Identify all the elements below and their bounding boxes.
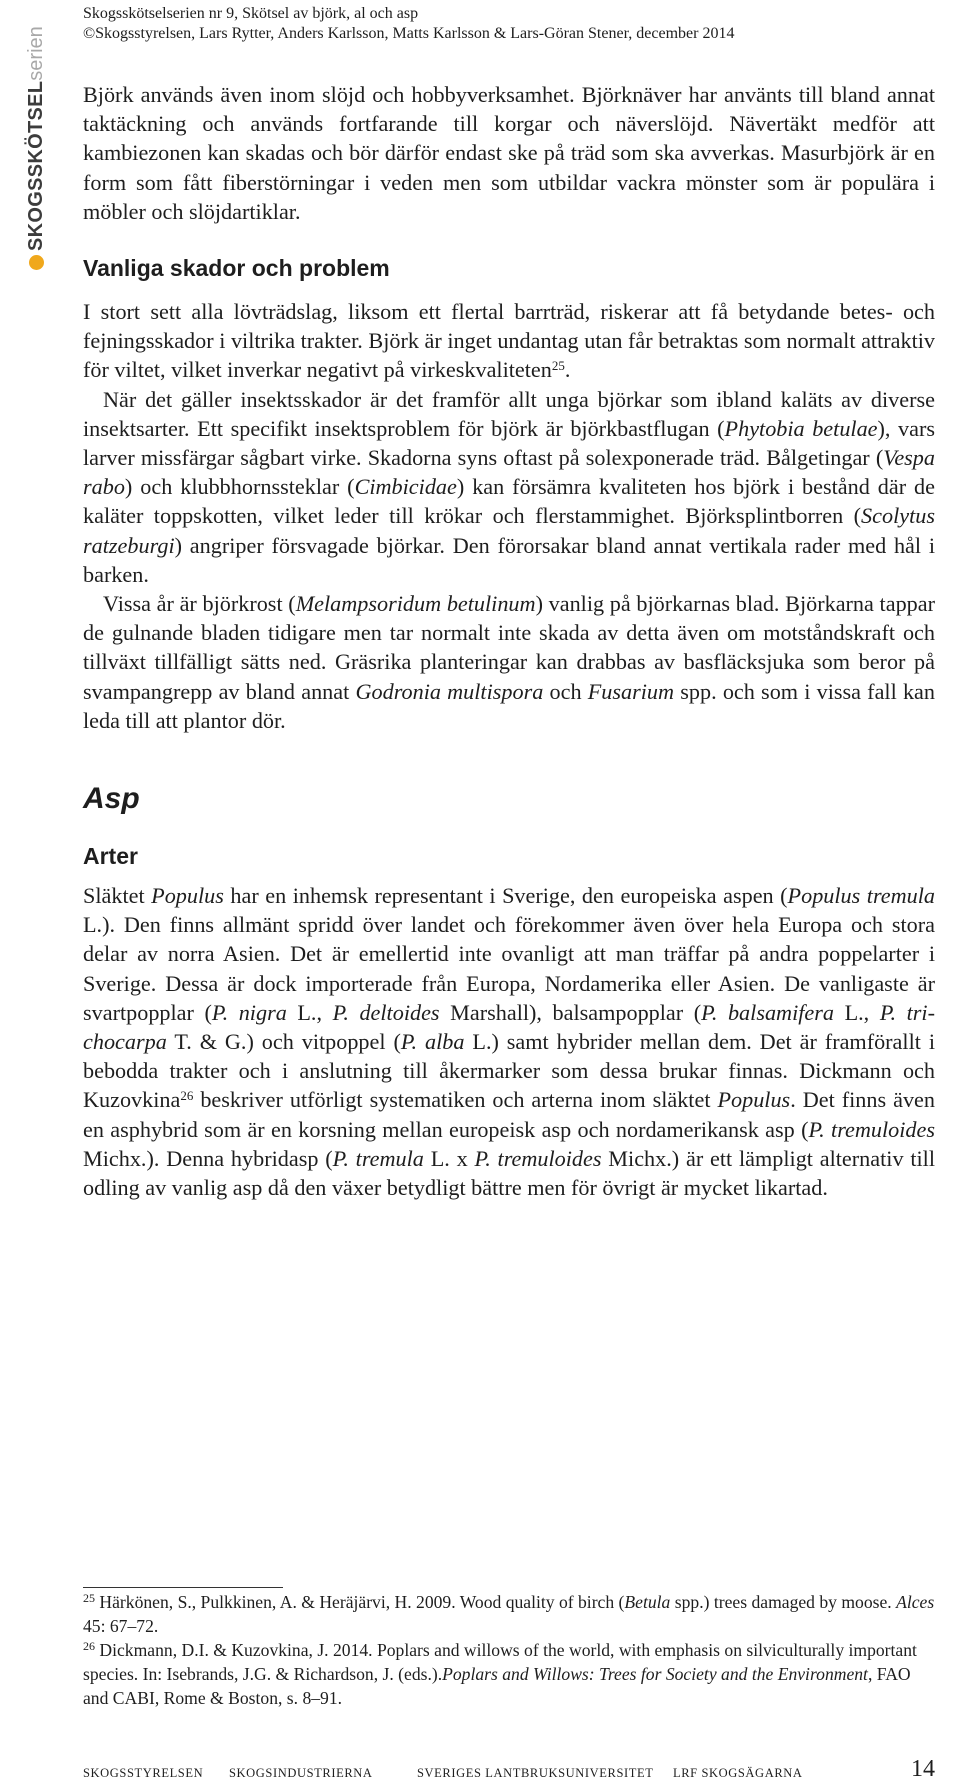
logo-text-light: serien xyxy=(24,26,47,81)
footer-org-skogsstyrelsen: SKOGSSTYRELSEN xyxy=(83,1766,204,1780)
heading-damage: Vanliga skador och problem xyxy=(83,255,390,282)
series-line: Skogsskötselserien nr 9, Skötsel av björk, al och asp xyxy=(83,5,419,22)
footnote-ref-26: 26 xyxy=(180,1088,194,1104)
copyright-line: ©Skogsstyrelsen, Lars Rytter, Anders Karlsson, Matts Karlsson & Lars-Göran Stener, december 2014 xyxy=(83,25,735,42)
page-footer xyxy=(83,1756,935,1782)
footnote-25: $^{25}$ Härkönen, S., Pulkkinen, A. & Heräjärvi, H. 2009. Wood quality of birch (Betula spp.) trees damaged by moose. Alces 45: 67–72. xyxy=(83,1591,935,1636)
arter-paragraph: Släktet Populus har en inhemsk representant i Sverige, den europeiska aspen (Populus tremula L.). Den finns allmänt spridd över landet och förekommer även över hela Europa och stora delar av norra Asien. Det är emellertid inte ovanligt att man träffar på andra poppelarter i Sverige. Dessa är dock importerade från Europa, Nordamerika eller Asien. De vanligaste är svartpopplar (P. nigra L., P. deltoides Marshall), balsampopplar (P. balsamifera L., P. trichocarpa T. & G.) och vitpoppel (P. alba L.) samt hybrider mellan dem. Det är framförallt i bebodda trakter och i anslutning till åkermarker som dessa brukar finnas. Dickmann och Kuzovkina$^{26}$ beskriver utförligt systematiken och arterna inom släktet Populus. Det finns även en asphybrid som är en korsning mellan europeisk asp och nordamerikansk asp (P. tremuloides Michx.). Denna hybridasp (P. tremula L. x P. tremuloides Michx.) är ett lämpligt alternativ till odling av vanlig asp då den växer betydligt bättre men för övrigt är mycket likartad. xyxy=(83,883,935,1201)
footnote-26: $^{26}$ Dickmann, D.I. & Kuzovkina, J. 2014. Poplars and willows of the world, with emphasis on silviculturally important species. In: Isebrands, J.G. & Richardson, J. (eds.).Poplars and Willows: Trees for Society and the Environment, FAO and CABI, Rome & Boston, s. 8–91. xyxy=(83,1639,917,1708)
damage-paragraph-3: Vissa år är björkrost (Melampsoridum betulinum) vanlig på björkarnas blad. Björkarna tappar de gulnande bladen tidigare men tar normalt inte skada av detta även om motståndskraft och tillväxt tillfälligt sätts ned. Gräsrika planteringar kan drabbas av basfläcksjuka som beror på svampangrepp av bland annat Godronia multispora och Fusarium spp. och som i vissa fall kan leda till att plantor dör. xyxy=(83,591,935,733)
main-content xyxy=(83,80,935,1202)
footer-org-skogsindustrierna: SKOGSINDUSTRIERNA xyxy=(229,1766,373,1780)
page-number: 14 xyxy=(911,1756,935,1782)
page-header xyxy=(83,4,734,44)
footer-org-lrf: LRF SKOGSÄGARNA xyxy=(673,1766,803,1780)
footer-org-slu: SVERIGES LANTBRUKSUNIVERSITET xyxy=(417,1766,654,1780)
footnotes xyxy=(83,1587,935,1710)
logo-dot-icon xyxy=(29,255,44,270)
logo-text-bold: SKOGSSKÖTSEL xyxy=(24,80,47,251)
side-logo xyxy=(2,26,47,270)
footnote-divider xyxy=(83,1587,283,1588)
intro-paragraph: Björk används även inom slöjd och hobbyverksamhet. Björknäver har använts till bland annat taktäckning och används fortfarande till korgar och näverslöjd. Nävertäkt medför att kambiezonen kan skadas och bör därför endast ske på träd som ska avverkas. Masurbjörk är en form som fått fiberstörningar i veden men som utbildar vackra mönster som är populära i möbler och slöjdartiklar. xyxy=(83,82,935,224)
damage-paragraph-1: I stort sett alla lövträdslag, liksom ett flertal barrträd, riskerar att få betydande betes- och fejningsskador i viltrika trakter. Björk är inget undantag utan får betraktas som normalt attraktiv för viltet, vilket inverkar negativt på virkeskvaliteten$^{25}$. xyxy=(83,299,935,383)
damage-paragraph-2: När det gäller insektsskador är det framför allt unga björkar som ibland kaläts av diverse insektsarter. Ett specifikt insektsproblem för björk är björkbastflugan (Phytobia betulae), vars larver missfärgar sågbart virke. Skadorna syns oftast på solexponerade träd. Bålgetingar (Vespa rabo) och klubbhornssteklar (Cimbicidae) kan försämra kvaliteten hos björk i bestånd där de kaläter toppskotten, vilket leder till krökar och flerstammighet. Björksplintborren (Scolytus ratzeburgi) angriper försvagade björkar. Den förorsakar bland annat vertikala rader med hål i barken. xyxy=(83,386,935,587)
footnote-ref-25: 25 xyxy=(551,358,565,374)
heading-arter: Arter xyxy=(83,843,138,870)
section-title-asp: Asp xyxy=(83,782,140,816)
